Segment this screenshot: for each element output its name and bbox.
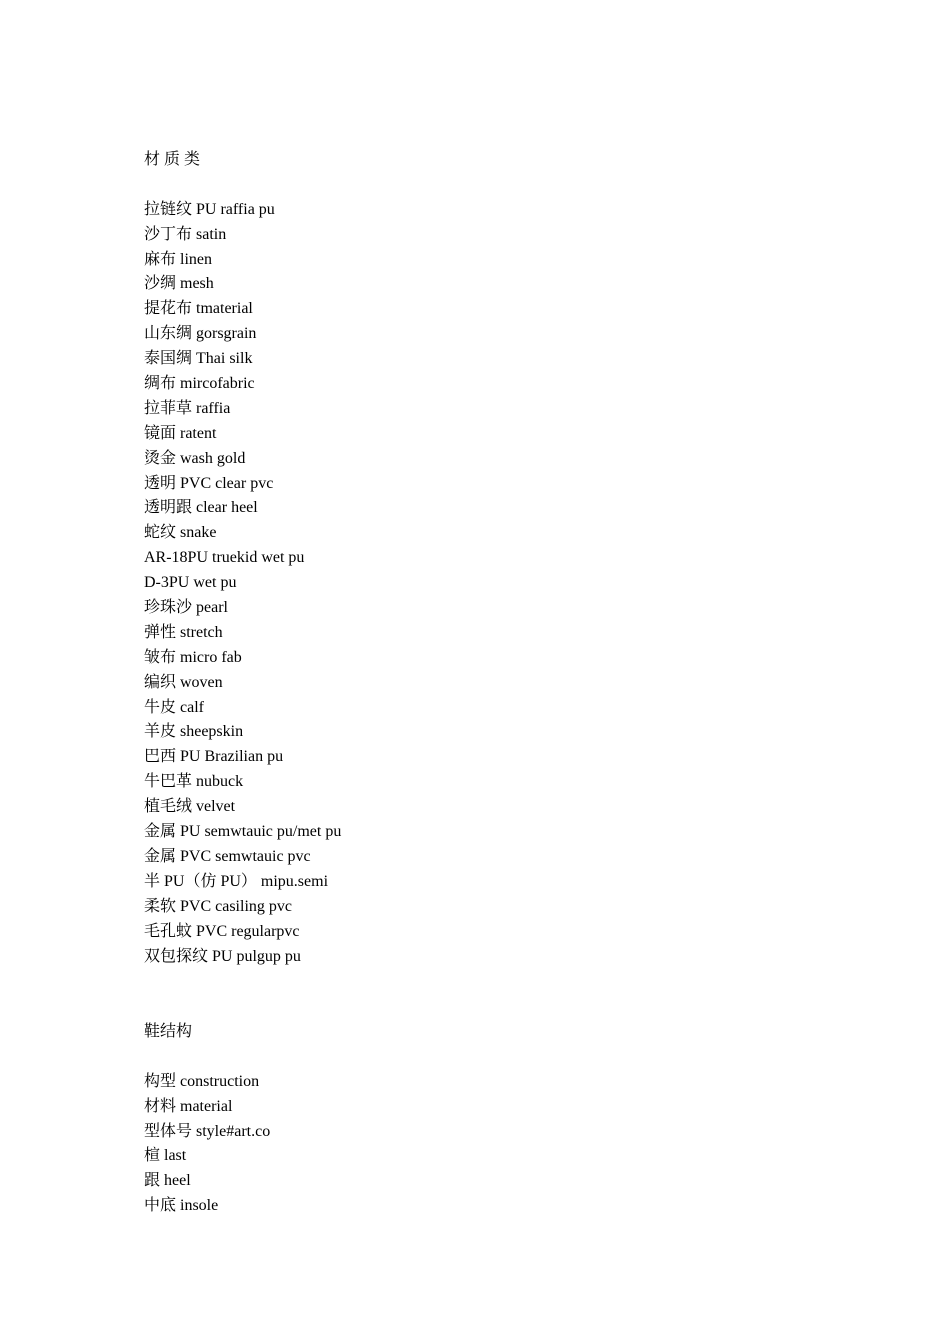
material-item: 拉链纹 PU raffia pu	[144, 200, 275, 218]
material-item: 烫金 wash gold	[144, 449, 246, 467]
material-item: 拉菲草 raffia	[144, 399, 231, 417]
materials-heading: 材 质 类	[144, 151, 201, 168]
material-item: AR-18PU truekid wet pu	[144, 549, 305, 567]
material-item: 皱布 micro fab	[144, 648, 242, 666]
structure-heading: 鞋结构	[144, 1023, 193, 1040]
material-item: 山东绸 gorsgrain	[144, 325, 257, 343]
material-item: 泰国绸 Thai silk	[144, 350, 253, 368]
materials-section	[144, 148, 341, 969]
material-item: 牛皮 calf	[144, 698, 204, 716]
structure-item: 跟 heel	[144, 1172, 191, 1190]
material-item: 毛孔蚊 PVC regularpvc	[144, 922, 300, 940]
spacer	[144, 173, 341, 198]
material-item: 半 PU（仿 PU） mipu.semi	[144, 872, 329, 890]
material-item: 金属 PVC semwtauic pvc	[144, 847, 311, 865]
material-item: 沙绸 mesh	[144, 275, 214, 293]
material-item: 透明 PVC clear pvc	[144, 474, 274, 492]
material-item: 金属 PU semwtauic pu/met pu	[144, 823, 342, 841]
material-item: 透明跟 clear heel	[144, 499, 258, 517]
material-item: 柔软 PVC casiling pvc	[144, 897, 292, 915]
structure-item: 中底 insole	[144, 1197, 219, 1215]
material-item: 双包探纹 PU pulgup pu	[144, 947, 301, 965]
material-item: D-3PU wet pu	[144, 574, 237, 592]
material-item: 牛巴革 nubuck	[144, 773, 244, 791]
structure-item: 材料 material	[144, 1097, 233, 1115]
material-item: 镜面 ratent	[144, 424, 217, 442]
structure-item: 型体号 style#art.co	[144, 1122, 271, 1140]
material-item: 麻布 linen	[144, 250, 212, 268]
spacer	[144, 1045, 270, 1070]
material-item: 蛇纹 snake	[144, 524, 217, 542]
material-item: 植毛绒 velvet	[144, 798, 236, 816]
structure-item: 构型 construction	[144, 1072, 260, 1090]
material-item: 巴西 PU Brazilian pu	[144, 748, 284, 766]
material-item: 沙丁布 satin	[144, 225, 227, 243]
material-item: 羊皮 sheepskin	[144, 723, 244, 741]
material-item: 编织 woven	[144, 673, 223, 691]
material-item: 弹性 stretch	[144, 623, 223, 641]
shoe-structure-section	[144, 1020, 270, 1219]
structure-item: 楦 last	[144, 1147, 187, 1165]
material-item: 珍珠沙 pearl	[144, 599, 228, 617]
material-item: 绸布 mircofabric	[144, 375, 255, 393]
material-item: 提花布 tmaterial	[144, 300, 253, 318]
